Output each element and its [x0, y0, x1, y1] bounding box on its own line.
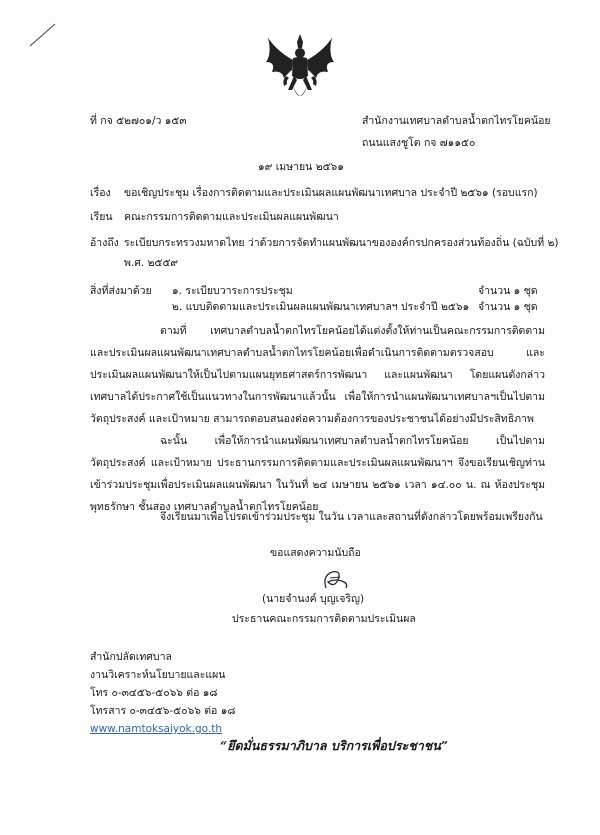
recipient-label: เรียน — [90, 211, 113, 223]
footer-section: งานวิเคราะห์นโยบายและแผน — [90, 669, 226, 681]
enclosures-label: สิ่งที่ส่งมาด้วย — [90, 285, 152, 297]
signer-title: ประธานคณะกรรมการติดตามประเมินผล — [232, 613, 416, 625]
subject-label: เรื่อง — [90, 187, 111, 199]
motto: “ยึดมั่นธรรมาภิบาล บริการเพื่อประชาชน” — [220, 738, 448, 753]
footer-department: สำนักปลัดเทศบาล — [90, 651, 172, 663]
signer-name: (นายจำนงค์ บุญเจริญ) — [262, 593, 365, 605]
document-date: ๑๙ เมษายน ๒๕๖๑ — [258, 161, 344, 173]
garuda-emblem-icon — [262, 32, 338, 110]
body-paragraph-1: ตามที่ เทศบาลตำบลน้ำตกไทรโยคน้อยได้แต่งตั้งให้ท่านเป็นคณะกรรมการติดตาม และประเมินผลแผนพัฒนาเทศบาลตำบลน้ำตกไทรโยคน้อยเพื่อดำเนินการติดตามตรวจสอบ และประเมินผลแผนพัฒนาให้เป็นไปตามแผนยุทธศาสตร์การพัฒนา และแผนพัฒนา โดยแผนดังกล่าวเทศบาลได้ประกาศใช้เป็นแนวทางในการพัฒนาแล้วนั้น เพื่อให้การนำแผนพัฒนาเทศบาลฯเป็นไปตามวัตถุประสงค์ และเป้าหมาย สามารถตอบสนองต่อความต้องการของประชาชนได้อย่างมีประสิทธิภาพ — [90, 325, 545, 425]
enclosure-item: ๒. แบบติดตามและประเมินผลแผนพัฒนาเทศบาลฯ ประจำปี ๒๕๖๑ — [172, 301, 470, 313]
body-paragraph-2: ฉะนั้น เพื่อให้การนำแผนพัฒนาเทศบาลตำบลน้ำตกไทรโยคน้อย เป็นไปตามวัตถุประสงค์ และเป้าหมาย ประธานกรรมการติดตามและประเมินผลแผนพัฒนาฯ จึงขอเรียนเชิญท่านเข้าร่วมประชุมเพื่อประเมินผลแผนพัฒนา ในวันที่ ๒๔ เมษายน ๒๕๖๑ เวลา ๑๔.๐๐ น. ณ ห้องประชุมพุทธรักษา ชั้นสอง เทศบาลตำบลน้ำตกไทรโยคน้อย — [90, 435, 545, 513]
footer-phone: โทร ๐-๓๔๕๖-๕๐๖๖ ต่อ ๑๘ — [90, 687, 218, 699]
reference-year: พ.ศ. ๒๕๕๙ — [124, 257, 179, 269]
enclosure-item: ๑. ระเบียบวาระการประชุม — [172, 285, 293, 297]
enclosure-qty: จำนวน ๑ ชุด — [478, 285, 538, 297]
sender-office: สำนักงานเทศบาลตำบลน้ำตกไทรโยคน้อย — [362, 115, 551, 127]
website-link[interactable]: www.namtoksaiyok.go.th — [90, 723, 222, 735]
footer-fax: โทรสาร ๐-๓๔๕๖-๕๐๖๖ ต่อ ๑๘ — [90, 705, 236, 717]
reference-text: ระเบียบกระทรวงมหาดไทย ว่าด้วยการจัดทำแผนพัฒนาขององค์กรปกครองส่วนท้องถิ่น (ฉบับที่ ๒) — [124, 237, 559, 249]
reference-label: อ้างถึง — [90, 237, 119, 249]
document-number: ที่ กจ ๕๒๗๐๑/ว ๑๕๓ — [90, 115, 187, 127]
sender-address: ถนนแสงชูโต กจ ๗๑๑๕๐ — [362, 137, 476, 149]
recipient-text: คณะกรรมการติดตามและประเมินผลแผนพัฒนา — [124, 211, 339, 223]
body-paragraph-3: จึงเรียนมาเพื่อโปรดเข้าร่วมประชุม ในวัน เวลาและสถานที่ดังกล่าวโดยพร้อมเพรียงกัน — [160, 511, 543, 523]
closing-salutation: ขอแสดงความนับถือ — [270, 547, 361, 559]
signature-icon — [318, 568, 352, 592]
enclosure-qty: จำนวน ๑ ชุด — [478, 301, 538, 313]
pen-mark — [28, 22, 58, 48]
subject-text: ขอเชิญประชุม เรื่องการติดตามและประเมินผลแผนพัฒนาเทศบาล ประจำปี ๒๕๖๑ (รอบแรก) — [124, 187, 538, 199]
